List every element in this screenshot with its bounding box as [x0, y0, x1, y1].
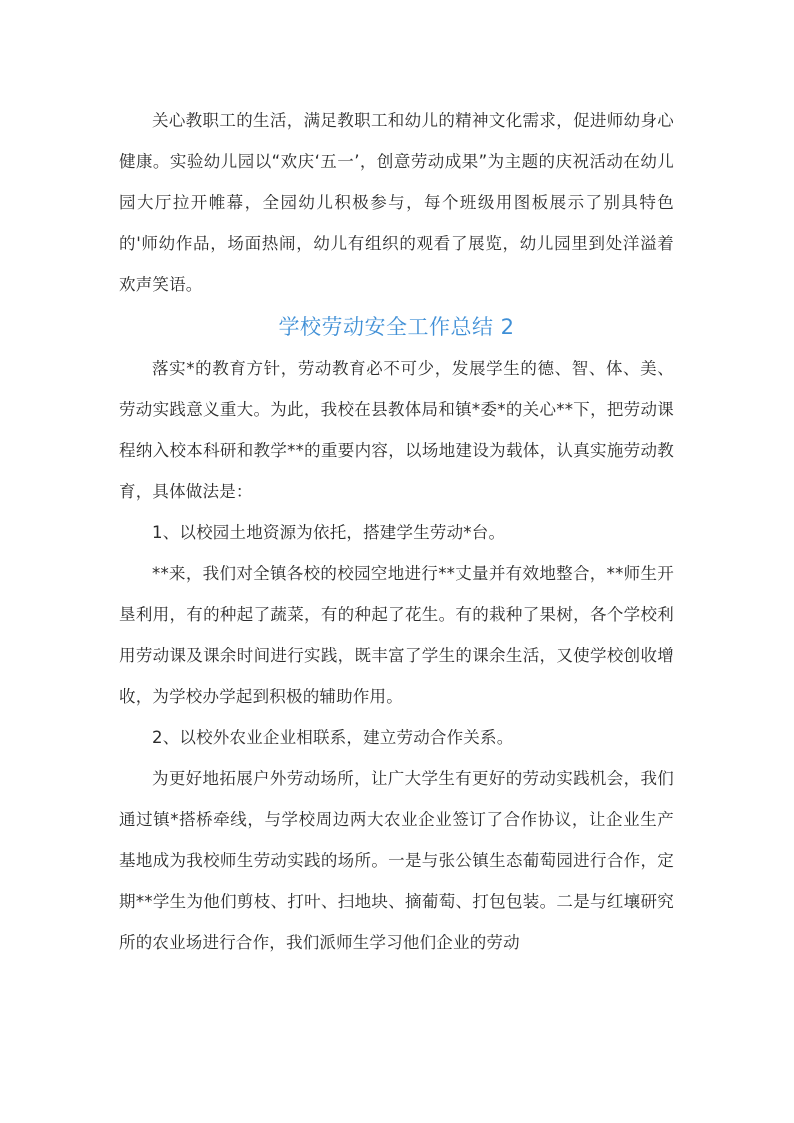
body-paragraph-3: 为更好地拓展户外劳动场所，让广大学生有更好的劳动实践机会，我们通过镇*搭桥牵线，与学校周边两大农业企业签订了合作协议，让企业生产基地成为我校师生劳动实践的场所。一是与张公镇生态葡萄园进行合作，定期**学生为他们剪枝、打叶、扫地块、摘葡萄、打包包装。二是与红壤研究所的农业场进行合作，我们派师生学习他们企业的劳动 — [119, 769, 674, 952]
list-item-1: 1、以校园土地资源为依托，搭建学生劳动*台。 — [152, 523, 506, 542]
document-page — [119, 100, 674, 963]
intro-paragraph: 关心教职工的生活，满足教职工和幼儿的精神文化需求，促进师幼身心健康。实验幼儿园以“欢庆‘五一’，创意劳动成果”为主题的庆祝活动在幼儿园大厅拉开帷幕，全园幼儿积极参与，每个班级用图板展示了别具特色的'师幼作品，场面热闹，幼儿有组织的观看了展览，幼儿园里到处洋溢着欢声笑语。 — [119, 111, 674, 294]
section-title: 学校劳动安全工作总结 2 — [278, 315, 515, 339]
body-paragraph-1: 落实*的教育方针，劳动教育必不可少，发展学生的德、智、体、美、劳动实践意义重大。为此，我校在县教体局和镇*委*的关心**下，把劳动课程纳入校本科研和教学**的重要内容，以场地建设为载体，认真实施劳动教育，具体做法是： — [119, 359, 674, 501]
body-paragraph-2: **来，我们对全镇各校的校园空地进行**丈量并有效地整合，**师生开垦利用，有的种起了蔬菜，有的种起了花生。有的栽种了果树，各个学校利用劳动课及课余时间进行实践，既丰富了学生的课余生活，又使学校创收增收，为学校办学起到积极的辅助作用。 — [119, 564, 674, 706]
list-item-2: 2、以校外农业企业相联系，建立劳动合作关系。 — [152, 728, 514, 747]
